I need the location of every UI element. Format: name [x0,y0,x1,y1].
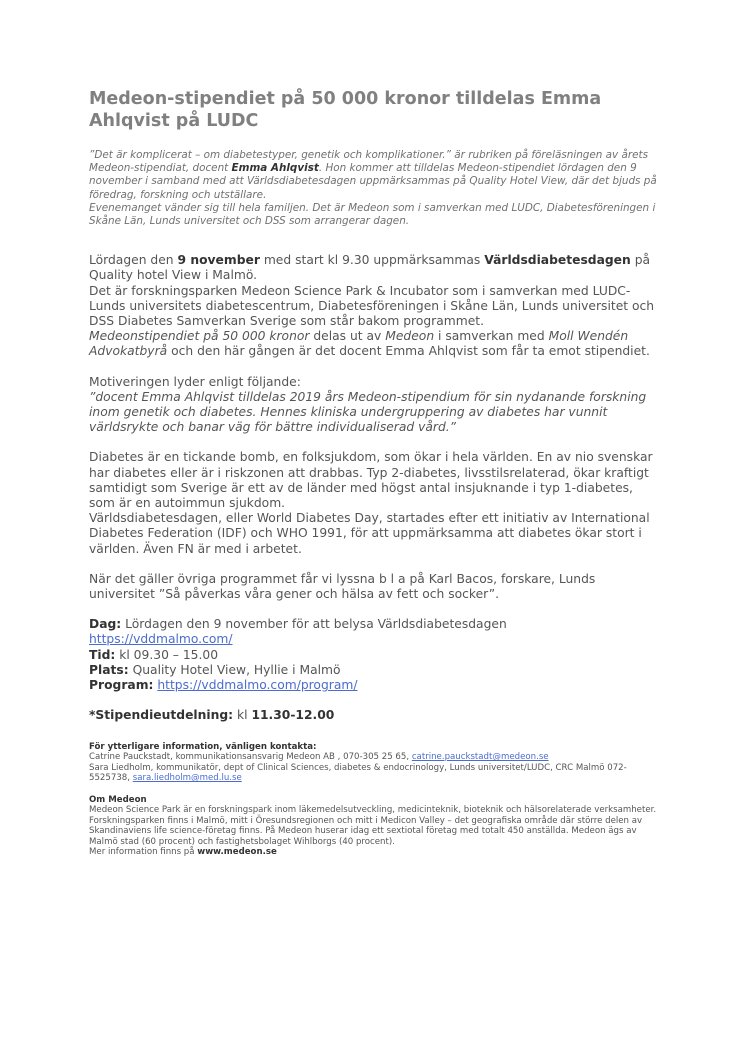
lead-paragraph: Evenemanget vänder sig till hela familjen. Det är Medeon som i samverkan med LUDC, Diabetesföreningen i Skåne Län, Lunds universitet och DSS som arrangerar dagen. [89,201,656,228]
contact-line [89,763,659,784]
motivation-quote [89,390,659,436]
body-paragraph: Diabetes är en tickande bomb, en folksjukdom, som ökar i hela världen. En av nio svenskar har diabetes eller är i riskzonen att drabbas. Typ 2-diabetes, livsstilsrelaterad, ökar kraftigt samtidigt som Sverige är ett av de länder med högst antal insjuknande i typ 1-diabetes, som är en autoimmun sjukdom. [89,450,653,511]
lead-section [89,149,659,228]
event-name: Världsdiabetesdagen [484,253,631,268]
body-section [89,253,659,723]
body-text: på Quality hotel View i Malmö. [89,253,651,283]
spacer [89,602,659,617]
more-info-text: Mer information finns på [89,847,198,857]
body-paragraph: Det är forskningsparken Medeon Science Park & Incubator som i samverkan med LUDC-Lunds universitets diabetescentrum, Diabetesföreningen i Skåne Län, Lunds universitet och DSS Diabetes Samverkan Sverige som står bakom programmet. [89,283,655,329]
body-paragraph [89,329,659,359]
detail-label: Dag: [89,617,122,632]
about-section [89,795,659,858]
contact-section [89,742,659,784]
email-link[interactable]: catrine.pauckstadt@medeon.se [411,752,549,762]
award-time: 11.30-12.00 [251,708,335,723]
about-text: Medeon Science Park är en forskningspark inom läkemedelsutveckling, medicinteknik, bioteknik och hälsorelaterade verksamheter. Forskningsparken finns i Malmö, mitt i Öresundsregionen och mitt i Medicon Valley – det geografiska område där större delen av Skandinaviens life science-företag finns. På Medeon huserar idag ett sextiotal företag med totalt 450 anställda. Medeon ägs av Malmö stad (60 procent) och fastighetsbolaget Wihlborgs (40 procent). [89,805,657,847]
body-text: Moll Wendén Advokatbyrå [89,329,629,359]
contact-line [89,752,659,763]
award-ceremony [89,708,659,723]
spacer [89,557,659,572]
website-url: www.medeon.se [197,847,277,857]
lead-name: Emma Ahlqvist [231,162,319,175]
body-text: i samverkan med [434,329,549,344]
detail-value: Lördagen den 9 november för att belysa Världsdiabetesdagen [121,617,507,632]
detail-link-row [89,632,659,647]
contact-text: Catrine Pauckstadt, kommunikationsansvarig Medeon AB , 070-305 25 65, [89,752,412,762]
event-website-link[interactable]: https://vddmalmo.com/ [89,632,233,647]
email-link[interactable]: sara.liedholm@med.lu.se [132,773,242,783]
contact-heading [89,742,659,753]
about-heading-text: Om Medeon [89,794,147,805]
event-details [89,617,659,693]
detail-program [89,678,659,693]
lead-paragraph [89,149,659,202]
spacer [89,360,659,375]
detail-place [89,663,659,678]
body-text: Medeon [385,329,435,344]
detail-value: kl [233,708,252,723]
lead-text: ”Det är komplicerat – om diabetestyper, genetik och komplikationer.” är rubriken på föreläsningen av årets Medeon-stipendiat, docent [89,149,649,175]
detail-label: Tid: [89,647,116,662]
spacer [89,435,659,450]
detail-value: Quality Hotel View, Hyllie i Malmö [128,662,341,677]
detail-label: Program: [89,678,154,693]
page-title: Medeon-stipendiet på 50 000 kronor tilldelas Emma Ahlqvist på LUDC [89,89,602,131]
body-text: delas ut av [309,329,386,344]
body-text: och den här gången är det docent Emma Ahlqvist som får ta emot stipendiet. [167,344,650,359]
detail-label: Plats: [89,662,129,677]
detail-day [89,617,659,632]
detail-label: *Stipendieutdelning: [89,708,234,723]
more-info [89,847,659,858]
contact-heading-text: För ytterligare information, vänligen kontakta: [89,741,317,752]
quote-text: ”docent Emma Ahlqvist tilldelas 2019 års Medeon-stipendium för sin nydanande forskning inom genetik och diabetes. Hennes kliniska undergruppering av diabetes har vunnit världsrykte och banar väg för bättre individualiserad vård.” [89,389,647,435]
detail-value: kl 09.30 – 15.00 [115,647,219,662]
body-paragraph: När det gäller övriga programmet får vi lyssna b l a på Karl Bacos, forskare, Lunds universitet ”Så påverkas våra gener och hälsa av fett och socker”. [89,571,596,602]
about-heading [89,795,659,806]
program-link[interactable]: https://vddmalmo.com/program/ [157,678,358,693]
body-paragraph: Världsdiabetesdagen, eller World Diabetes Day, startades efter ett initiativ av International Diabetes Federation (IDF) och WHO 1991, för att uppmärksamma att diabetes ökar stort i världen. Även FN är med i arbetet. [89,511,650,556]
contact-text: Sara Liedholm, kommunikatör, dept of Clinical Sciences, diabetes & endocrinology, Lunds universitet/LUDC, CRC Malmö 072-5525738, [89,762,627,783]
body-text: Lördagen den [89,253,178,268]
detail-time [89,648,659,663]
lead-text: . Hon kommer att tilldelas Medeon-stipendiet lördagen den 9 november i samband med att Världsdiabetesdagen uppmärksammas på Quality Hotel View, där det bjuds på föredrag, forskning och utställare. [89,162,657,201]
event-date: 9 november [177,253,260,268]
body-paragraph [89,253,659,283]
body-text: med start kl 9.30 uppmärksammas [259,253,485,268]
press-release [89,88,659,858]
spacer [89,693,659,708]
motivation-intro: Motiveringen lyder enligt följande: [89,374,301,389]
body-text: Medeonstipendiet på 50 000 kronor [89,329,310,344]
